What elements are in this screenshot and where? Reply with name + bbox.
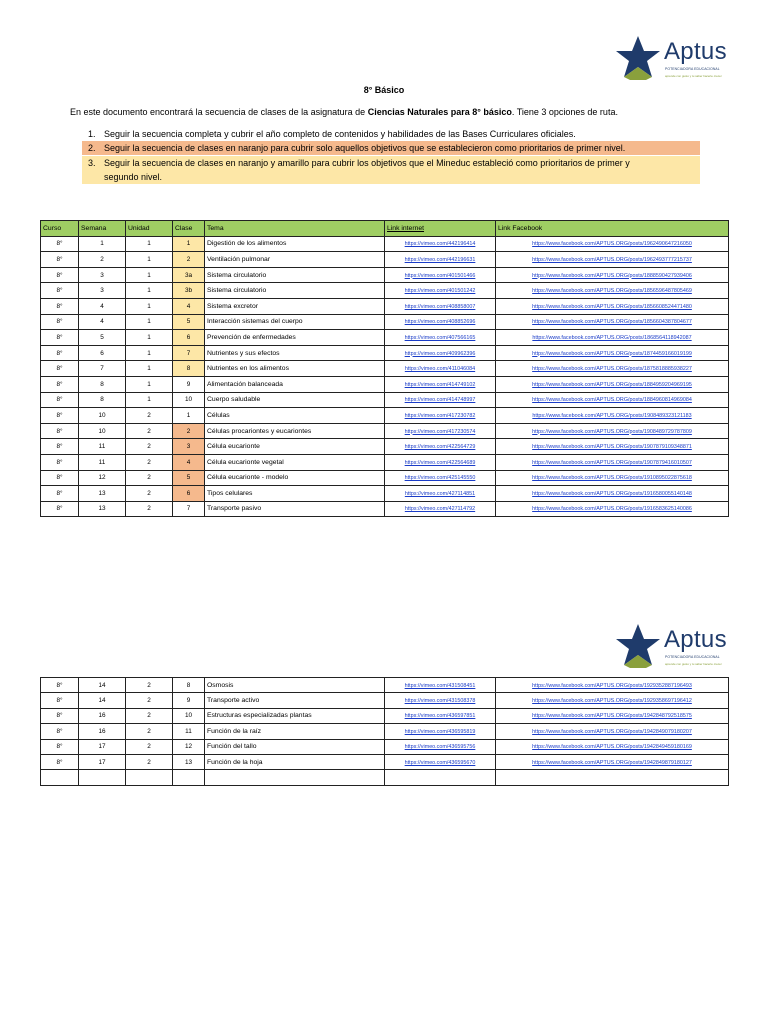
cell-link-facebook (496, 486, 729, 502)
vimeo-link[interactable]: https://vimeo.com/442196414 (404, 241, 476, 248)
table-row (41, 252, 729, 268)
table-row (41, 392, 729, 408)
cell-clase: 12 (173, 739, 205, 754)
facebook-link[interactable]: https://www.facebook.com/APTUS.ORG/posts/1916580055140148 (532, 490, 692, 497)
cell-tema: Prevención de enfermedades (205, 330, 385, 346)
cell-clase: 13 (173, 754, 205, 769)
facebook-link[interactable]: https://www.facebook.com/APTUS.ORG/posts/1942849879180127 (532, 759, 692, 766)
cell-link-facebook (496, 708, 729, 723)
cell-unidad: 1 (126, 345, 173, 361)
cell-semana: 2 (79, 252, 126, 268)
facebook-link[interactable]: https://www.facebook.com/APTUS.ORG/posts/1942848792518575 (532, 713, 692, 720)
cell-link-facebook (496, 754, 729, 769)
table-row (41, 739, 729, 754)
table-row (41, 693, 729, 708)
cell-curso: 8° (41, 314, 79, 330)
cell-tema: Tipos celulares (205, 486, 385, 502)
cell-link-internet (385, 454, 496, 470)
cell-tema: Cuerpo saludable (205, 392, 385, 408)
vimeo-link[interactable]: https://vimeo.com/436595756 (404, 744, 476, 751)
cell-curso: 8° (41, 345, 79, 361)
vimeo-link[interactable]: https://vimeo.com/411046084 (404, 366, 476, 373)
route-number: 1. (88, 129, 96, 139)
header-clase: Clase (173, 221, 205, 237)
facebook-link[interactable]: https://www.facebook.com/APTUS.ORG/posts/1908489729787809 (532, 428, 692, 435)
facebook-link[interactable]: https://www.facebook.com/APTUS.ORG/posts/1962493777215737 (532, 256, 692, 263)
cell-tema: Célula eucarionte (205, 439, 385, 455)
facebook-link[interactable]: https://www.facebook.com/APTUS.ORG/posts/1874459166019199 (532, 350, 692, 357)
table-row (41, 678, 729, 693)
table-row (41, 330, 729, 346)
cell-clase: 3 (173, 439, 205, 455)
cell-link-facebook (496, 724, 729, 739)
cell-curso: 8° (41, 739, 79, 754)
cell-link-facebook (496, 454, 729, 470)
cell-link-internet (385, 739, 496, 754)
header-unidad: Unidad (126, 221, 173, 237)
vimeo-link[interactable]: https://vimeo.com/425145550 (404, 475, 476, 482)
cell-semana: 4 (79, 314, 126, 330)
cell-curso: 8° (41, 486, 79, 502)
table-row (41, 236, 729, 252)
cell-tema: Alimentación balanceada (205, 376, 385, 392)
cell-link-facebook (496, 314, 729, 330)
cell-link-internet (385, 267, 496, 283)
cell-unidad: 1 (126, 283, 173, 299)
cell-curso: 8° (41, 298, 79, 314)
cell-curso: 8° (41, 408, 79, 424)
cell-curso: 8° (41, 267, 79, 283)
cell-link-internet (385, 361, 496, 377)
cell-tema: Función de la raíz (205, 724, 385, 739)
cell-clase: 10 (173, 708, 205, 723)
facebook-link[interactable]: https://www.facebook.com/APTUS.ORG/posts/1907879416010507 (532, 459, 692, 466)
cell-semana: 17 (79, 739, 126, 754)
cell-clase: 5 (173, 314, 205, 330)
intro-post: . Tiene 3 opciones de ruta. (511, 107, 618, 117)
cell-curso (41, 770, 79, 785)
cell-link-facebook (496, 267, 729, 283)
table-row (41, 439, 729, 455)
cell-link-facebook (496, 693, 729, 708)
cell-unidad: 1 (126, 392, 173, 408)
cell-unidad: 1 (126, 252, 173, 268)
cell-link-internet (385, 252, 496, 268)
star-icon (612, 34, 664, 82)
cell-clase: 11 (173, 724, 205, 739)
table-row (41, 345, 729, 361)
cell-link-facebook (496, 298, 729, 314)
vimeo-link[interactable]: https://vimeo.com/431508451 (404, 682, 476, 689)
cell-tema: Interacción sistemas del cuerpo (205, 314, 385, 330)
facebook-link[interactable]: https://www.facebook.com/APTUS.ORG/posts/1875818885938227 (532, 366, 692, 373)
cell-semana: 10 (79, 408, 126, 424)
logo-tagline-2: aprende con gusto y tu saber hacerte crecer (665, 662, 722, 666)
cell-curso: 8° (41, 361, 79, 377)
cell-link-internet (385, 724, 496, 739)
table-row (41, 423, 729, 439)
cell-link-facebook (496, 470, 729, 486)
table-row (41, 314, 729, 330)
header-link-facebook: Link Facebook (496, 221, 729, 237)
cell-tema: Función de la hoja (205, 754, 385, 769)
facebook-link[interactable]: https://www.facebook.com/APTUS.ORG/posts/1884960814969084 (532, 397, 692, 404)
cell-link-internet (385, 376, 496, 392)
cell-curso: 8° (41, 454, 79, 470)
cell-unidad: 2 (126, 454, 173, 470)
cell-link-facebook (496, 439, 729, 455)
cell-tema: Células procariontes y eucariontes (205, 423, 385, 439)
cell-unidad: 1 (126, 330, 173, 346)
facebook-link[interactable]: https://www.facebook.com/APTUS.ORG/posts/1884959204969195 (532, 381, 692, 388)
cell-link-facebook (496, 408, 729, 424)
table-row (41, 470, 729, 486)
cell-curso: 8° (41, 283, 79, 299)
vimeo-link[interactable]: https://vimeo.com/414748997 (404, 397, 476, 404)
aptus-logo-page-2 (612, 622, 732, 678)
cell-unidad: 1 (126, 314, 173, 330)
cell-link-internet (385, 439, 496, 455)
table-row (41, 501, 729, 517)
cell-link-internet (385, 486, 496, 502)
cell-curso: 8° (41, 470, 79, 486)
cell-unidad: 2 (126, 678, 173, 693)
table-row (41, 298, 729, 314)
cell-semana: 17 (79, 754, 126, 769)
table-row (41, 708, 729, 723)
cell-tema: Nutrientes y sus efectos (205, 345, 385, 361)
cell-link-facebook (496, 423, 729, 439)
cell-semana: 11 (79, 439, 126, 455)
facebook-link[interactable]: https://www.facebook.com/APTUS.ORG/posts/1868564118942087 (532, 334, 692, 341)
cell-tema: Osmosis (205, 678, 385, 693)
cell-curso: 8° (41, 708, 79, 723)
cell-link-facebook (496, 236, 729, 252)
cell-tema: Función del tallo (205, 739, 385, 754)
cell-semana: 7 (79, 361, 126, 377)
cell-clase (173, 770, 205, 785)
cell-unidad: 2 (126, 486, 173, 502)
cell-link-internet (385, 330, 496, 346)
vimeo-link[interactable]: https://vimeo.com/442196631 (404, 256, 476, 263)
cell-link-internet (385, 678, 496, 693)
logo-tagline: POTENCIADORA EDUCACIONAL (665, 67, 720, 71)
cell-link-internet (385, 283, 496, 299)
facebook-link[interactable]: https://www.facebook.com/APTUS.ORG/posts/1942849079180207 (532, 728, 692, 735)
vimeo-link[interactable]: https://vimeo.com/408858007 (404, 303, 476, 310)
cell-tema: Célula eucarionte vegetal (205, 454, 385, 470)
cell-link-internet (385, 423, 496, 439)
table-row (41, 376, 729, 392)
cell-semana: 12 (79, 470, 126, 486)
vimeo-link[interactable]: https://vimeo.com/422564729 (404, 444, 476, 451)
cell-semana: 13 (79, 501, 126, 517)
cell-link-internet (385, 314, 496, 330)
cell-tema: Nutrientes en los alimentos (205, 361, 385, 377)
cell-link-internet (385, 408, 496, 424)
cell-unidad: 1 (126, 236, 173, 252)
cell-link-internet (385, 770, 496, 785)
cell-clase: 9 (173, 376, 205, 392)
cell-clase: 8 (173, 678, 205, 693)
cell-unidad: 2 (126, 724, 173, 739)
vimeo-link[interactable]: https://vimeo.com/401501466 (404, 272, 476, 279)
cell-semana: 5 (79, 330, 126, 346)
cell-curso: 8° (41, 678, 79, 693)
class-sequence-table-continued (40, 677, 729, 786)
cell-clase: 3b (173, 283, 205, 299)
intro-bold: Ciencias Naturales para 8° básico (367, 107, 512, 117)
vimeo-link[interactable]: https://vimeo.com/436595670 (404, 759, 476, 766)
cell-tema: Estructuras especializadas plantas (205, 708, 385, 723)
cell-unidad: 2 (126, 501, 173, 517)
table-row (41, 408, 729, 424)
route-text: Seguir la secuencia de clases en naranjo para cubrir solo aquellos objetivos que se establecieron como prioritarios de primer nivel. (104, 143, 626, 153)
cell-unidad: 2 (126, 754, 173, 769)
cell-link-facebook (496, 392, 729, 408)
cell-link-facebook (496, 376, 729, 392)
cell-link-facebook (496, 330, 729, 346)
cell-semana: 4 (79, 298, 126, 314)
cell-clase: 2 (173, 252, 205, 268)
cell-clase: 9 (173, 693, 205, 708)
facebook-link[interactable]: https://www.facebook.com/APTUS.ORG/posts/1962490647216050 (532, 241, 692, 248)
route-text-continued: segundo nivel. (104, 172, 163, 182)
cell-unidad: 1 (126, 298, 173, 314)
logo-brand: Aptus (664, 626, 727, 653)
cell-semana: 16 (79, 708, 126, 723)
header-curso: Curso (41, 221, 79, 237)
vimeo-link[interactable]: https://vimeo.com/408852696 (404, 319, 476, 326)
vimeo-link[interactable]: https://vimeo.com/417230574 (404, 428, 476, 435)
cell-semana: 1 (79, 236, 126, 252)
cell-tema: Células (205, 408, 385, 424)
cell-tema: Célula eucarionte - modelo (205, 470, 385, 486)
cell-unidad: 2 (126, 439, 173, 455)
cell-tema: Sistema circulatorio (205, 283, 385, 299)
table-row (41, 283, 729, 299)
table-row (41, 361, 729, 377)
cell-curso: 8° (41, 724, 79, 739)
route-1 (82, 127, 700, 141)
cell-unidad: 2 (126, 423, 173, 439)
cell-clase: 5 (173, 470, 205, 486)
cell-semana: 8 (79, 392, 126, 408)
cell-unidad (126, 770, 173, 785)
cell-unidad: 1 (126, 361, 173, 377)
route-text: Seguir la secuencia de clases en naranjo y amarillo para cubrir los objetivos que el Mineduc estableció como prioritarios de primer y (104, 158, 630, 168)
cell-curso: 8° (41, 236, 79, 252)
cell-clase: 8 (173, 361, 205, 377)
cell-unidad: 1 (126, 376, 173, 392)
cell-link-facebook (496, 345, 729, 361)
table-header-row (41, 221, 729, 237)
facebook-link[interactable]: https://www.facebook.com/APTUS.ORG/posts/1942849459180169 (532, 744, 692, 751)
route-number: 3. (88, 158, 96, 168)
cell-clase: 1 (173, 408, 205, 424)
cell-clase: 4 (173, 454, 205, 470)
header-link-internet: Link internet (385, 221, 496, 237)
cell-tema: Transporte activo (205, 693, 385, 708)
table-row (41, 770, 729, 785)
route-number: 2. (88, 143, 96, 153)
route-3 (82, 156, 700, 184)
vimeo-link[interactable]: https://vimeo.com/436597851 (404, 713, 476, 720)
cell-link-facebook (496, 678, 729, 693)
cell-link-internet (385, 501, 496, 517)
vimeo-link[interactable]: https://vimeo.com/422564689 (404, 459, 476, 466)
cell-clase: 3a (173, 267, 205, 283)
cell-clase: 7 (173, 501, 205, 517)
facebook-link[interactable]: https://www.facebook.com/APTUS.ORG/posts/1929352887196493 (532, 682, 692, 689)
cell-unidad: 2 (126, 408, 173, 424)
table-row (41, 724, 729, 739)
cell-semana: 3 (79, 283, 126, 299)
table-row (41, 754, 729, 769)
cell-link-internet (385, 236, 496, 252)
cell-tema: Digestión de los alimentos (205, 236, 385, 252)
facebook-link[interactable]: https://www.facebook.com/APTUS.ORG/posts/1856604387804677 (532, 319, 692, 326)
cell-semana: 11 (79, 454, 126, 470)
cell-semana: 13 (79, 486, 126, 502)
cell-unidad: 2 (126, 739, 173, 754)
vimeo-link[interactable]: https://vimeo.com/436595819 (404, 728, 476, 735)
facebook-link[interactable]: https://www.facebook.com/APTUS.ORG/posts/1907879109348871 (532, 444, 692, 451)
cell-curso: 8° (41, 252, 79, 268)
facebook-link[interactable]: https://www.facebook.com/APTUS.ORG/posts/1910895022875618 (532, 475, 692, 482)
cell-curso: 8° (41, 693, 79, 708)
aptus-logo (612, 34, 732, 90)
table-row (41, 486, 729, 502)
vimeo-link[interactable]: https://vimeo.com/417230782 (404, 412, 476, 419)
cell-clase: 10 (173, 392, 205, 408)
vimeo-link[interactable]: https://vimeo.com/407566165 (404, 334, 476, 341)
cell-semana: 10 (79, 423, 126, 439)
cell-semana: 3 (79, 267, 126, 283)
cell-tema: Sistema circulatorio (205, 267, 385, 283)
cell-curso: 8° (41, 376, 79, 392)
cell-unidad: 2 (126, 693, 173, 708)
cell-curso: 8° (41, 330, 79, 346)
facebook-link[interactable]: https://www.facebook.com/APTUS.ORG/posts/1888590427939406 (532, 272, 692, 279)
facebook-link[interactable]: https://www.facebook.com/APTUS.ORG/posts/1856608524471480 (532, 303, 692, 310)
cell-curso: 8° (41, 423, 79, 439)
vimeo-link[interactable]: https://vimeo.com/414749102 (404, 381, 476, 388)
cell-link-internet (385, 298, 496, 314)
cell-link-facebook (496, 252, 729, 268)
cell-semana: 14 (79, 678, 126, 693)
cell-link-internet (385, 392, 496, 408)
cell-link-facebook (496, 283, 729, 299)
cell-curso: 8° (41, 501, 79, 517)
cell-unidad: 2 (126, 708, 173, 723)
logo-brand: Aptus (664, 38, 727, 65)
cell-curso: 8° (41, 392, 79, 408)
cell-semana: 6 (79, 345, 126, 361)
header-tema: Tema (205, 221, 385, 237)
vimeo-link[interactable]: https://vimeo.com/427114851 (404, 490, 476, 497)
logo-tagline-2: aprende con gusto y tu saber hacerte crecer (665, 74, 722, 78)
facebook-link[interactable]: https://www.facebook.com/APTUS.ORG/posts/1916583625140086 (532, 506, 692, 513)
cell-curso: 8° (41, 754, 79, 769)
cell-tema: Sistema excretor (205, 298, 385, 314)
page-title: 8° Básico (363, 85, 405, 95)
vimeo-link[interactable]: https://vimeo.com/409962396 (404, 350, 476, 357)
cell-link-facebook (496, 501, 729, 517)
table-row (41, 454, 729, 470)
star-icon (612, 622, 664, 670)
route-2 (82, 141, 700, 155)
cell-link-internet (385, 345, 496, 361)
cell-tema: Ventilación pulmonar (205, 252, 385, 268)
cell-clase: 7 (173, 345, 205, 361)
intro-pre: En este documento encontrará la secuencia de clases de la asignatura de (70, 107, 368, 117)
cell-clase: 6 (173, 330, 205, 346)
cell-link-internet (385, 693, 496, 708)
cell-tema (205, 770, 385, 785)
facebook-link[interactable]: https://www.facebook.com/APTUS.ORG/posts/1856596487805469 (532, 288, 692, 295)
route-text: Seguir la secuencia completa y cubrir el año completo de contenidos y habilidades de las Bases Curriculares oficiales. (104, 129, 576, 139)
vimeo-link[interactable]: https://vimeo.com/401501242 (404, 288, 476, 295)
cell-clase: 2 (173, 423, 205, 439)
intro-text (70, 107, 710, 117)
cell-link-internet (385, 470, 496, 486)
cell-semana (79, 770, 126, 785)
cell-link-internet (385, 708, 496, 723)
table-row (41, 267, 729, 283)
cell-semana: 8 (79, 376, 126, 392)
cell-semana: 14 (79, 693, 126, 708)
cell-link-facebook (496, 361, 729, 377)
class-sequence-table (40, 220, 729, 517)
logo-tagline: POTENCIADORA EDUCACIONAL (665, 655, 720, 659)
cell-curso: 8° (41, 439, 79, 455)
cell-link-internet (385, 754, 496, 769)
cell-unidad: 1 (126, 267, 173, 283)
facebook-link[interactable]: https://www.facebook.com/APTUS.ORG/posts/1929358697196412 (532, 698, 692, 705)
header-semana: Semana (79, 221, 126, 237)
cell-link-facebook (496, 739, 729, 754)
cell-tema: Transporte pasivo (205, 501, 385, 517)
cell-link-facebook (496, 770, 729, 785)
cell-semana: 16 (79, 724, 126, 739)
cell-clase: 1 (173, 236, 205, 252)
vimeo-link[interactable]: https://vimeo.com/431508378 (404, 698, 476, 705)
cell-clase: 6 (173, 486, 205, 502)
vimeo-link[interactable]: https://vimeo.com/427114792 (404, 506, 476, 513)
facebook-link[interactable]: https://www.facebook.com/APTUS.ORG/posts/1908489323121183 (532, 412, 692, 419)
cell-clase: 4 (173, 298, 205, 314)
cell-unidad: 2 (126, 470, 173, 486)
